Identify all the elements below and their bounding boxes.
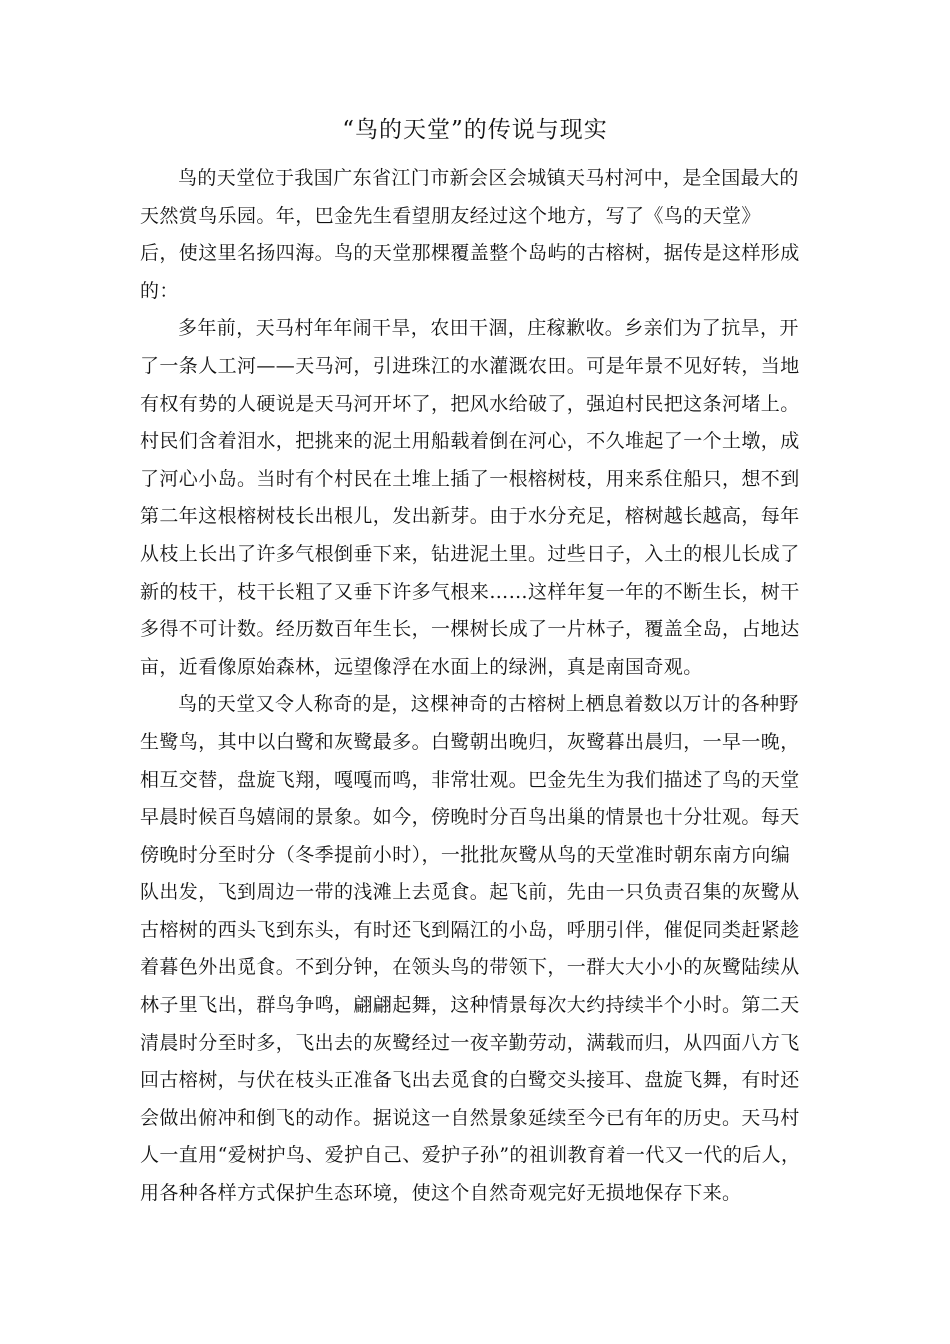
text-line: 天然赏鸟乐园。年，巴金先生看望朋友经过这个地方，写了《鸟的天堂》 [140, 204, 761, 227]
text-line: 多得不可计数。经历数百年生长，一棵树长成了一片林子，覆盖全岛，占地达 [140, 618, 800, 641]
paragraph-3 [140, 686, 830, 1212]
text-line: 了一条人工河——天马河，引进珠江的水灌溉农田。可是年景不见好转，当地 [140, 354, 800, 377]
text-line: 用各种各样方式保护生态环境，使这个自然奇观完好无损地保存下来。 [140, 1182, 742, 1205]
text-line: 会做出俯冲和倒飞的动作。据说这一自然景象延续至今已有年的历史。天马村 [140, 1106, 800, 1129]
text-line: 从枝上长出了许多气根倒垂下来，钻进泥土里。过些日子，入土的根儿长成了 [140, 542, 800, 565]
text-line: 回古榕树，与伏在枝头正准备飞出去觅食的白鹭交头接耳、盘旋飞舞，有时还 [140, 1069, 800, 1092]
text-line: 后，使这里名扬四海。鸟的天堂那棵覆盖整个岛屿的古榕树，据传是这样形成 [140, 242, 800, 265]
text-line: 新的枝干，枝干长粗了又垂下许多气根来……这样年复一年的不断生长，树干 [140, 580, 800, 603]
text-line: 傍晚时分至时分（冬季提前小时），一批批灰鹭从鸟的天堂准时朝东南方向编 [140, 843, 791, 866]
paragraph-1 [140, 160, 830, 310]
text-line: 亩，近看像原始森林，远望像浮在水面上的绿洲，真是南国奇观。 [140, 655, 703, 678]
text-line: 清晨时分至时多，飞出去的灰鹭经过一夜辛勤劳动，满载而归，从四面八方飞 [140, 1031, 800, 1054]
text-line: 人一直用“爱树护鸟、爱护自己、爱护子孙”的祖训教育着一代又一代的后人， [140, 1144, 801, 1167]
text-line: 早晨时候百鸟嬉闹的景象。如今，傍晚时分百鸟出巢的情景也十分壮观。每天 [140, 806, 800, 829]
text-line: 林子里飞出，群鸟争鸣，翩翩起舞，这种情景每次大约持续半个小时。第二天 [140, 994, 800, 1017]
text-line: 第二年这根榕树枝长出根儿，发出新芽。由于水分充足，榕树越长越高，每年 [140, 505, 800, 528]
text-line: 着暮色外出觅食。不到分钟，在领头鸟的带领下，一群大大小小的灰鹭陆续从 [140, 956, 800, 979]
text-line: 有权有势的人硬说是天马河开坏了，把风水给破了，强迫村民把这条河堵上。 [140, 392, 800, 415]
text-line: 队出发，飞到周边一带的浅滩上去觅食。起飞前，先由一只负责召集的灰鹭从 [140, 881, 800, 904]
text-line: 古榕树的西头飞到东头，有时还飞到隔江的小岛，呼朋引伴，催促同类赶紧趁 [140, 918, 800, 941]
paragraph-2 [140, 310, 830, 686]
text-line: 村民们含着泪水，把挑来的泥土用船载着倒在河心，不久堆起了一个土墩，成 [140, 430, 800, 453]
text-line: 鸟的天堂又令人称奇的是，这棵神奇的古榕树上栖息着数以万计的各种野 [178, 693, 799, 716]
document-body [140, 160, 830, 1213]
text-line: 多年前，天马村年年闹干旱，农田干涸，庄稼歉收。乡亲们为了抗旱，开 [178, 317, 799, 340]
text-line: 相互交替，盘旋飞翔，嘎嘎而鸣，非常壮观。巴金先生为我们描述了鸟的天堂 [140, 768, 800, 791]
text-line: 鸟的天堂位于我国广东省江门市新会区会城镇天马村河中，是全国最大的 [178, 167, 799, 189]
document-title: “鸟的天堂”的传说与现实 [342, 117, 608, 143]
text-line: 生鹭鸟，其中以白鹭和灰鹭最多。白鹭朝出晚归，灰鹭暮出晨归，一早一晚， [140, 730, 800, 753]
text-line: 的： [140, 279, 179, 302]
text-line: 了河心小岛。当时有个村民在土堆上插了一根榕树枝，用来系住船只，想不到 [140, 467, 800, 490]
